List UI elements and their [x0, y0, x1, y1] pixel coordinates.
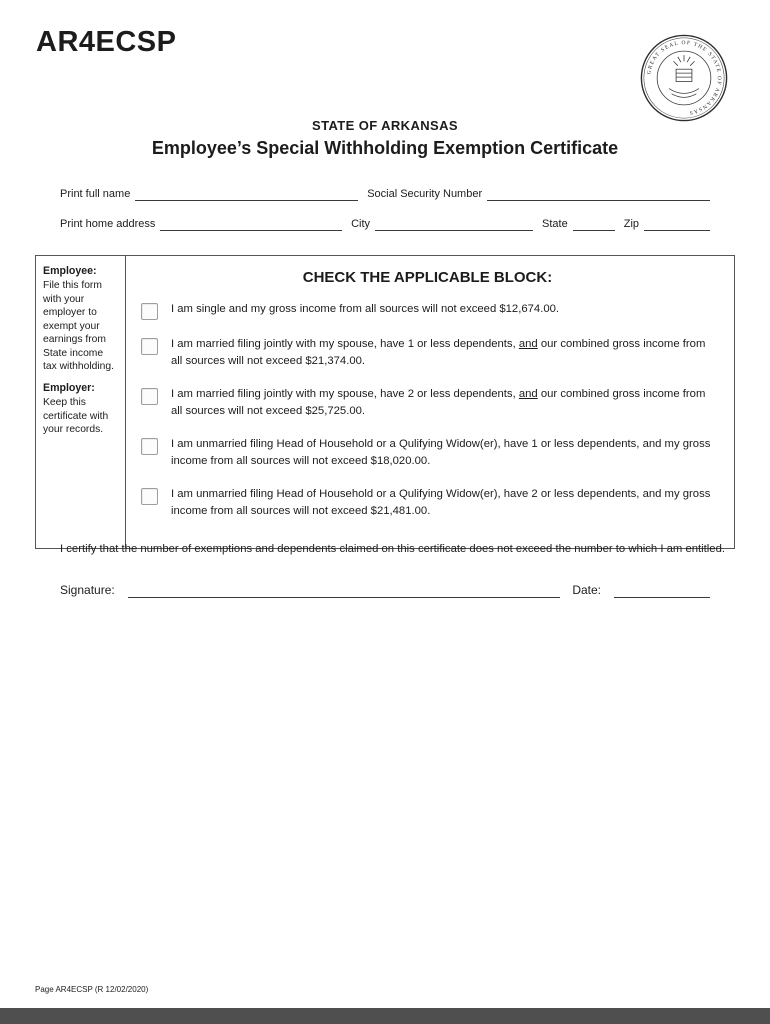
exemption-option-hoh-1 — [141, 436, 714, 470]
employer-heading: Employer: — [43, 382, 95, 395]
signature-input-line[interactable] — [128, 586, 561, 598]
exemption-option-hoh-2 — [141, 486, 714, 520]
hoh-2-checkbox[interactable] — [141, 488, 158, 505]
zip-label: Zip — [623, 218, 639, 230]
date-input-line[interactable] — [614, 586, 710, 598]
page-footer: Page AR4ECSP (R 12/02/2020) — [35, 985, 149, 994]
state-label: State — [542, 218, 568, 230]
married-1-checkbox[interactable] — [141, 338, 158, 355]
text-part: our combined gross income from all sources will not exceed $25,725.00. — [171, 387, 706, 417]
employer-text: Keep this certificate with your records. — [43, 396, 109, 436]
single-checkbox[interactable] — [141, 303, 158, 320]
exemption-option-text — [171, 336, 714, 370]
checklist-heading: CHECK THE APPLICABLE BLOCK: — [302, 269, 553, 286]
address-row — [60, 218, 710, 231]
exemption-box — [35, 255, 735, 549]
arkansas-state-seal-icon — [640, 34, 728, 122]
city-label: City — [351, 218, 371, 230]
text-part: our combined gross income from all sources will not exceed $21,374.00. — [171, 338, 706, 367]
state-input-line[interactable] — [573, 219, 615, 231]
employer-instructions — [43, 382, 119, 437]
date-label: Date: — [572, 583, 601, 597]
married-2-checkbox[interactable] — [141, 388, 158, 405]
full-name-input-line[interactable] — [135, 189, 358, 201]
hoh-1-checkbox[interactable] — [141, 438, 158, 455]
name-ssn-row — [60, 188, 710, 201]
text-part: I am unmarried filing Head of Household or a Qulifying Widow(er), have 1 or less dependents, and my gross income from all sources will not exceed $18,020.00. — [171, 437, 711, 467]
text-underlined: and — [518, 338, 538, 350]
exemption-option-married-2 — [141, 386, 714, 420]
exemption-option-single — [141, 301, 714, 320]
form-id: AR4ECSP — [36, 26, 177, 58]
identity-fields — [60, 188, 710, 248]
instructions-sidebar — [36, 256, 126, 548]
exemption-option-text — [171, 386, 714, 420]
text-part: I am married filing jointly with my spouse, have 1 or less dependents, — [171, 338, 519, 350]
zip-input-line[interactable] — [644, 219, 710, 231]
exemption-option-text — [171, 301, 714, 318]
exemption-option-married-1 — [141, 336, 714, 370]
employee-instructions — [43, 265, 119, 374]
exemption-option-text — [171, 436, 714, 470]
checklist — [126, 256, 734, 548]
signature-row — [60, 583, 710, 598]
text-part: I am unmarried filing Head of Household or a Qulifying Widow(er), have 2 or less dependents, and my gross income from all sources will not exceed $21,481.00. — [171, 487, 711, 517]
text-part: I am single and my gross income from all sources will not exceed $12,674.00. — [171, 303, 560, 315]
title-block — [0, 118, 770, 159]
text-underlined: and — [518, 387, 538, 400]
home-address-input-line[interactable] — [160, 219, 342, 231]
form-title: Employee’s Special Withholding Exemption Certificate — [151, 138, 619, 158]
exemption-option-text — [171, 486, 714, 520]
ssn-label: Social Security Number — [367, 188, 483, 200]
certification-statement: I certify that the number of exemptions and dependents claimed on this certificate does not exceed the number to which I am entitled. — [60, 543, 726, 555]
signature-label: Signature: — [60, 583, 115, 597]
state-title: STATE OF ARKANSAS — [312, 118, 458, 133]
home-address-label: Print home address — [60, 218, 156, 230]
employee-heading: Employee: — [43, 265, 97, 277]
full-name-label: Print full name — [60, 188, 131, 200]
city-input-line[interactable] — [375, 219, 533, 231]
employee-text: File this form with your employer to exempt your earnings from State income tax withholding. — [43, 279, 114, 373]
seal-text: GREAT SEAL OF THE STATE OF ARKANSAS — [646, 40, 722, 116]
text-part: I am married filing jointly with my spouse, have 2 or less dependents, — [171, 387, 519, 400]
ssn-input-line[interactable] — [487, 189, 710, 201]
